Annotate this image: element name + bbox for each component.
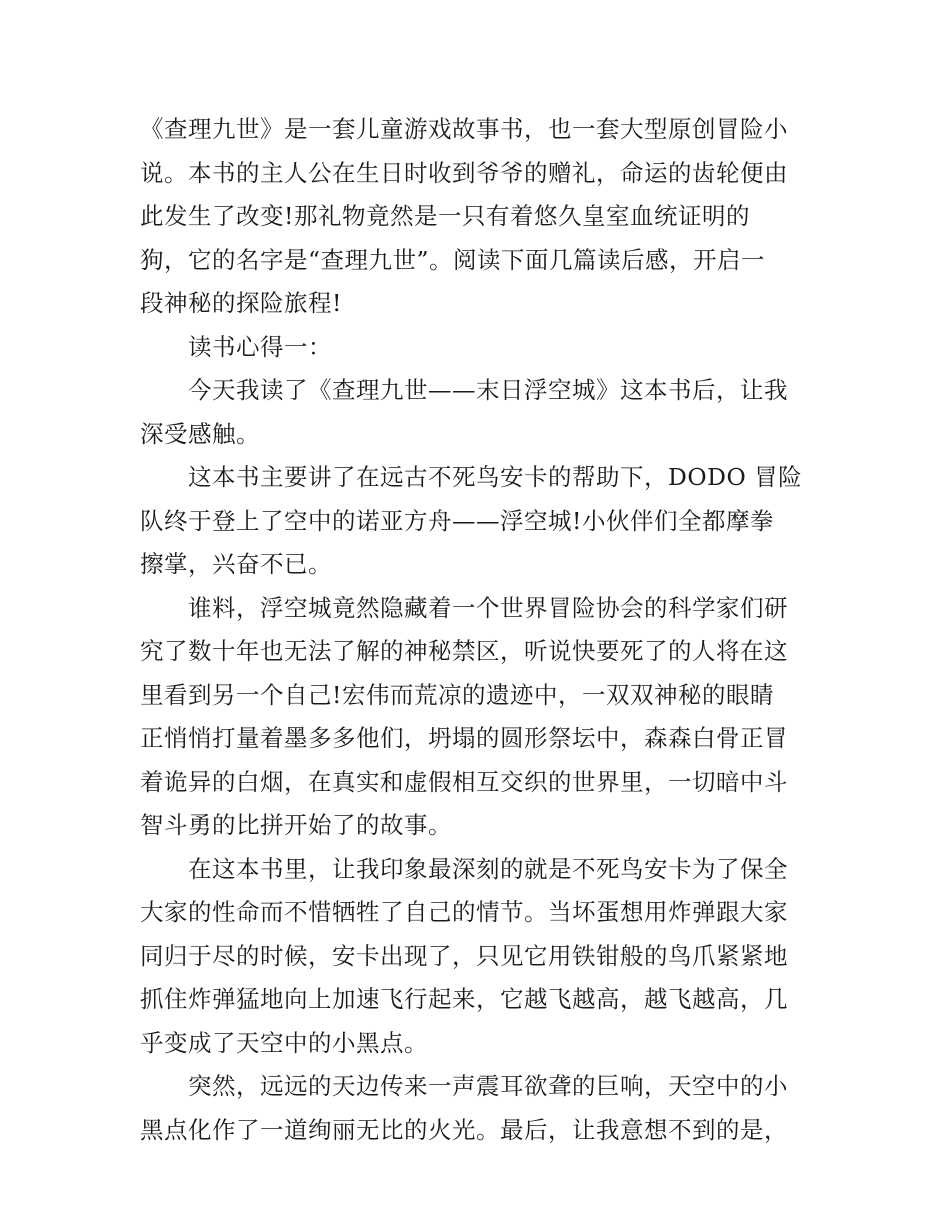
paragraph-intro [140, 108, 812, 326]
text-line: 智斗勇的比拼开始了的故事。 [140, 811, 452, 839]
text-line: 同归于尽的时候，安卡出现了，只见它用铁钳般的鸟爪紧紧地 [140, 941, 788, 970]
text-line: 读书心得一： [188, 332, 332, 361]
text-line: 抓住炸弹猛地向上加速飞行起来，它越飞越高，越飞越高，几 [140, 985, 788, 1013]
document-body [140, 108, 812, 1152]
text-line: 谁料，浮空城竟然隐藏着一个世界冒险协会的科学家们研 [188, 593, 788, 622]
paragraph [140, 848, 812, 1066]
text-line: 今天我读了《查理九世——末日浮空城》这本书后，让我 [188, 376, 788, 404]
paragraph [140, 587, 812, 848]
text-line: 着诡异的白烟，在真实和虚假相互交织的世界里，一切暗中斗 [140, 767, 788, 796]
text-line: 深受感触。 [140, 419, 260, 448]
text-line: 乎变成了天空中的小黑点。 [140, 1028, 428, 1057]
text-line: 这本书主要讲了在远古不死鸟安卡的帮助下，DODO 冒险 [188, 463, 803, 491]
paragraph [140, 1065, 812, 1152]
paragraph [140, 456, 812, 587]
text-line: 队终于登上了空中的诺亚方舟——浮空城!小伙伴们全都摩拳 [140, 506, 774, 535]
text-line: 究了数十年也无法了解的神秘禁区，听说快要死了的人将在这 [140, 637, 788, 665]
text-line: 《查理九世》是一套儿童游戏故事书，也一套大型原创冒险小 [140, 115, 788, 143]
text-line: 擦掌，兴奋不已。 [140, 550, 332, 578]
text-line: 正悄悄打量着墨多多他们，坍塌的圆形祭坛中，森森白骨正冒 [140, 724, 788, 752]
section-heading [140, 326, 812, 370]
text-line: 突然，远远的天边传来一声震耳欲聋的巨响，天空中的小 [188, 1072, 788, 1100]
text-line: 在这本书里，让我印象最深刻的就是不死鸟安卡为了保全 [188, 854, 788, 883]
text-line: 大家的性命而不惜牺牲了自己的情节。当坏蛋想用炸弹跟大家 [140, 898, 788, 926]
text-line: 里看到另一个自己!宏伟而荒凉的遗迹中，一双双神秘的眼睛 [140, 680, 774, 709]
paragraph [140, 369, 812, 456]
text-line: 段神秘的探险旅程! [140, 289, 342, 317]
text-line: 此发生了改变!那礼物竟然是一只有着悠久皇室血统证明的 [140, 202, 750, 230]
text-line: 黑点化作了一道绚丽无比的火光。最后，让我意想不到的是， [140, 1115, 788, 1144]
text-line: 狗，它的名字是“查理九世”。阅读下面几篇读后感，开启一 [140, 245, 766, 274]
text-line: 说。本书的主人公在生日时收到爷爷的赠礼，命运的齿轮便由 [140, 158, 788, 187]
